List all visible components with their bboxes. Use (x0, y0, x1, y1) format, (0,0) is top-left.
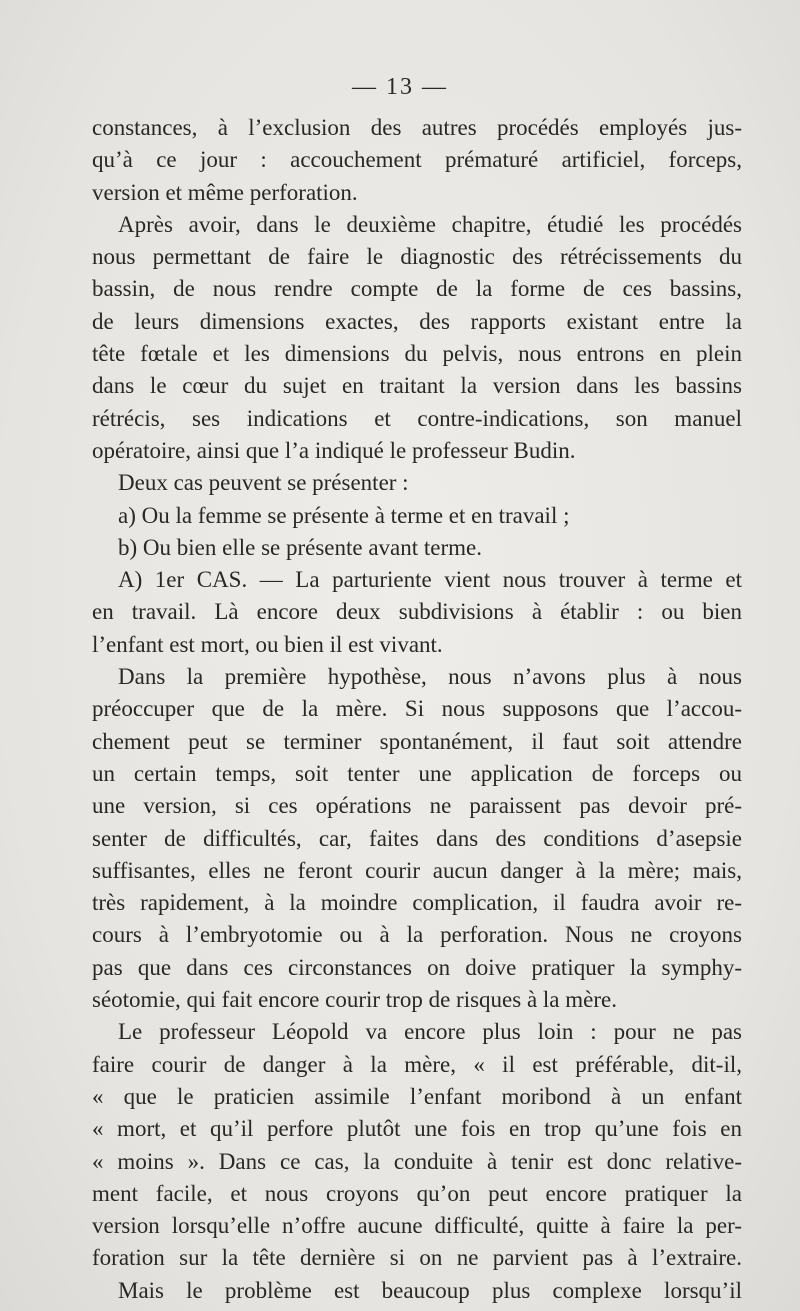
page-number: — 13 — (352, 74, 448, 100)
text-line: en travail. Là encore deux subdivisions à établir : ou bien (92, 599, 742, 625)
text-line: séotomie, qui fait encore courir trop de risques à la mère. (92, 987, 617, 1013)
text-line: Mais le problème est beaucoup plus complexe lorsqu’il (118, 1277, 742, 1303)
text-line: chement peut se terminer spontanément, il faut soit attendre (92, 728, 742, 754)
text-line: Après avoir, dans le deuxième chapitre, étudié les procédés (118, 211, 742, 237)
text-line: « que le praticien assimile l’enfant moribond à un enfant (92, 1083, 742, 1109)
text-line: foration sur la tête dernière si on ne parvient pas à l’extraire. (92, 1245, 742, 1271)
text-line: constances, à l’exclusion des autres procédés employés jus- (92, 115, 742, 140)
text-line: qu’à ce jour : accouchement prématuré artificiel, forceps, (92, 147, 742, 173)
text-line: tête fœtale et les dimensions du pelvis, nous entrons en plein (92, 341, 742, 367)
text-line: Deux cas peuvent se présenter : (118, 470, 409, 496)
text-line: dans le cœur du sujet en traitant la version dans les bassins (92, 373, 742, 399)
text-line: ment facile, et nous croyons qu’on peut encore pratiquer la (92, 1180, 742, 1206)
text-line: une version, si ces opérations ne paraissent pas devoir pré- (92, 793, 742, 819)
text-line: Dans la première hypothèse, nous n’avons plus à nous (118, 664, 742, 690)
text-line: suffisantes, elles ne feront courir aucun danger à la mère; mais, (92, 857, 742, 883)
text-line: « moins ». Dans ce cas, la conduite à tenir est donc relative- (92, 1148, 742, 1174)
text-line: l’enfant est mort, ou bien il est vivant. (92, 631, 443, 657)
text-line: un certain temps, soit tenter une application de forceps ou (92, 760, 742, 786)
text-line: opératoire, ainsi que l’a indiqué le professeur Budin. (92, 437, 576, 463)
text-line: pas que dans ces circonstances on doive pratiquer la symphy- (92, 954, 742, 980)
text-line: bassin, de nous rendre compte de la forme de ces bassins, (92, 276, 742, 302)
text-line: b) Ou bien elle se présente avant terme. (118, 534, 483, 560)
text-line: de leurs dimensions exactes, des rapports existant entre la (92, 308, 742, 334)
body-text (92, 112, 742, 1307)
text-line: cours à l’embryotomie ou à la perforation. Nous ne croyons (92, 922, 742, 948)
text-line: senter de difficultés, car, faites dans des conditions d’asepsie (92, 825, 742, 851)
text-line: nous permettant de faire le diagnostic des rétrécissements du (92, 244, 742, 270)
text-line: A) 1er CAS. — La parturiente vient nous trouver à terme et (118, 567, 742, 593)
text-line: version et même perforation. (92, 179, 358, 205)
text-line: rétrécis, ses indications et contre-indications, son manuel (92, 405, 742, 431)
text-line: version lorsqu’elle n’offre aucune difficulté, quitte à faire la per- (92, 1213, 742, 1239)
text-line: « mort, et qu’il perfore plutôt une fois en trop qu’une fois en (92, 1116, 742, 1142)
text-line: a) Ou la femme se présente à terme et en travail ; (118, 502, 570, 528)
text-line: faire courir de danger à la mère, « il est préférable, dit-il, (92, 1051, 742, 1077)
text-line: très rapidement, à la moindre complication, il faudra avoir re- (92, 890, 742, 916)
text-line: préoccuper que de la mère. Si nous supposons que l’accou- (92, 696, 742, 722)
text-line: Le professeur Léopold va encore plus loin : pour ne pas (118, 1019, 742, 1045)
